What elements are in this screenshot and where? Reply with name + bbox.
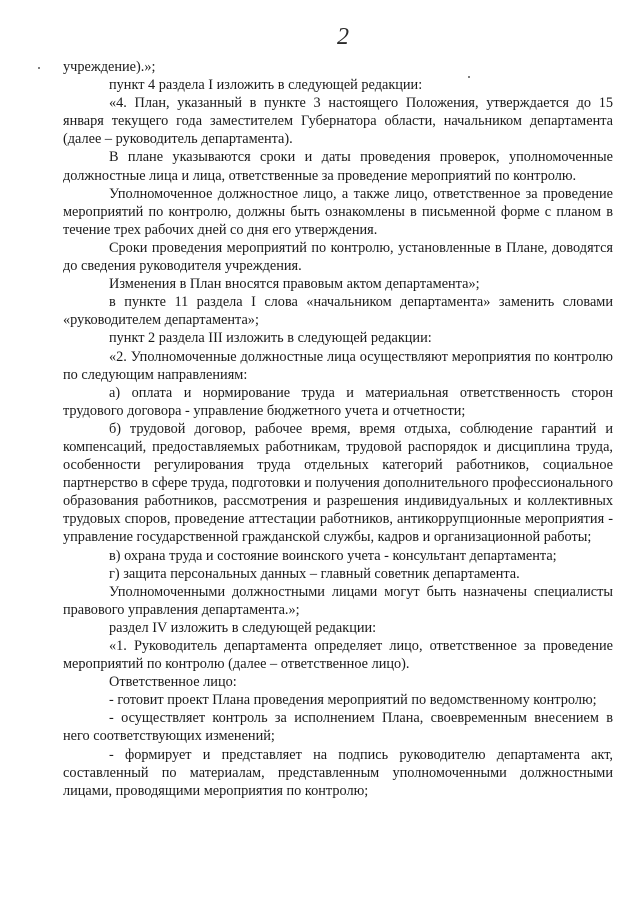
- paragraph: пункт 2 раздела III изложить в следующей редакции:: [109, 330, 432, 347]
- paragraph: Уполномоченными должностными лицами могут быть назначены специалисты правового управления департамента.»;: [63, 583, 613, 618]
- paragraph: пункт 4 раздела I изложить в следующей редакции:: [109, 77, 423, 94]
- paragraph: «1. Руководитель департамента определяет лицо, ответственное за проведение мероприятий по контролю (далее – ответственное лицо).: [63, 638, 613, 673]
- paragraph: учреждение).»;: [63, 59, 156, 75]
- paragraph: «2. Уполномоченные должностные лица осуществляют мероприятия по контролю по следующим направлениям:: [63, 348, 613, 383]
- paragraph: В плане указываются сроки и даты проведения проверок, уполномоченные должностные лица и лица, ответственные за проведение мероприятий по контролю.: [63, 149, 613, 184]
- paragraph: раздел IV изложить в следующей редакции:: [109, 619, 377, 636]
- paragraph: - готовит проект Плана проведения мероприятий по ведомственному контролю;: [109, 692, 597, 709]
- paragraph: Изменения в План вносятся правовым актом департамента»;: [109, 276, 480, 293]
- paragraph: б) трудовой договор, рабочее время, время отдыха, соблюдение гарантий и компенсаций, предоставляемых работникам, трудовой распорядок и дисциплина труда, особенности регулирования труда отдельных категорий работников, социальное партнерство в сфере труда, подготовки и получения дополнительного профессионального образования работников, рассмотрения и разрешения индивидуальных и коллективных трудовых споров, проведение аттестации работников, антикоррупционные мероприятия - управление государственной гражданской службы, кадров и организационной работы;: [63, 420, 613, 546]
- paragraph: Сроки проведения мероприятий по контролю, установленные в Плане, доводятся до сведения руководителя учреждения.: [63, 239, 613, 275]
- paragraph: а) оплата и нормирование труда и материальная ответственность сторон трудового договора - управление бюджетного учета и отчетности;: [63, 384, 613, 419]
- paragraph: г) защита персональных данных – главный советник департамента.: [109, 565, 520, 582]
- paragraph: в пункте 11 раздела I слова «начальником департамента» заменить словами «руководителем департамента»;: [63, 294, 613, 329]
- paragraph: - осуществляет контроль за исполнением Плана, своевременным внесением в него соответствующих изменений;: [63, 710, 613, 745]
- paragraph: Ответственное лицо:: [109, 674, 237, 691]
- paragraph: Уполномоченное должностное лицо, а также лицо, ответственное за проведение мероприятий по контролю, должны быть ознакомлены в письменной форме с планом в течение трех рабочих дней со дня его утверждения.: [63, 185, 613, 238]
- scan-speck: [38, 67, 40, 69]
- paragraph: в) охрана труда и состояние воинского учета - консультант департамента;: [109, 547, 557, 564]
- paragraph: - формирует и представляет на подпись руководителю департамента акт, составленный по материалам, представленным уполномоченными должностными лицами, проводящими мероприятия по контролю;: [63, 746, 613, 799]
- page-number: 2: [337, 24, 349, 50]
- document-body: [63, 58, 613, 800]
- paragraph: «4. План, указанный в пункте 3 настоящего Положения, утверждается до 15 января текущего года заместителем Губернатора области, начальником департамента (далее – руководитель департамента).: [63, 95, 613, 148]
